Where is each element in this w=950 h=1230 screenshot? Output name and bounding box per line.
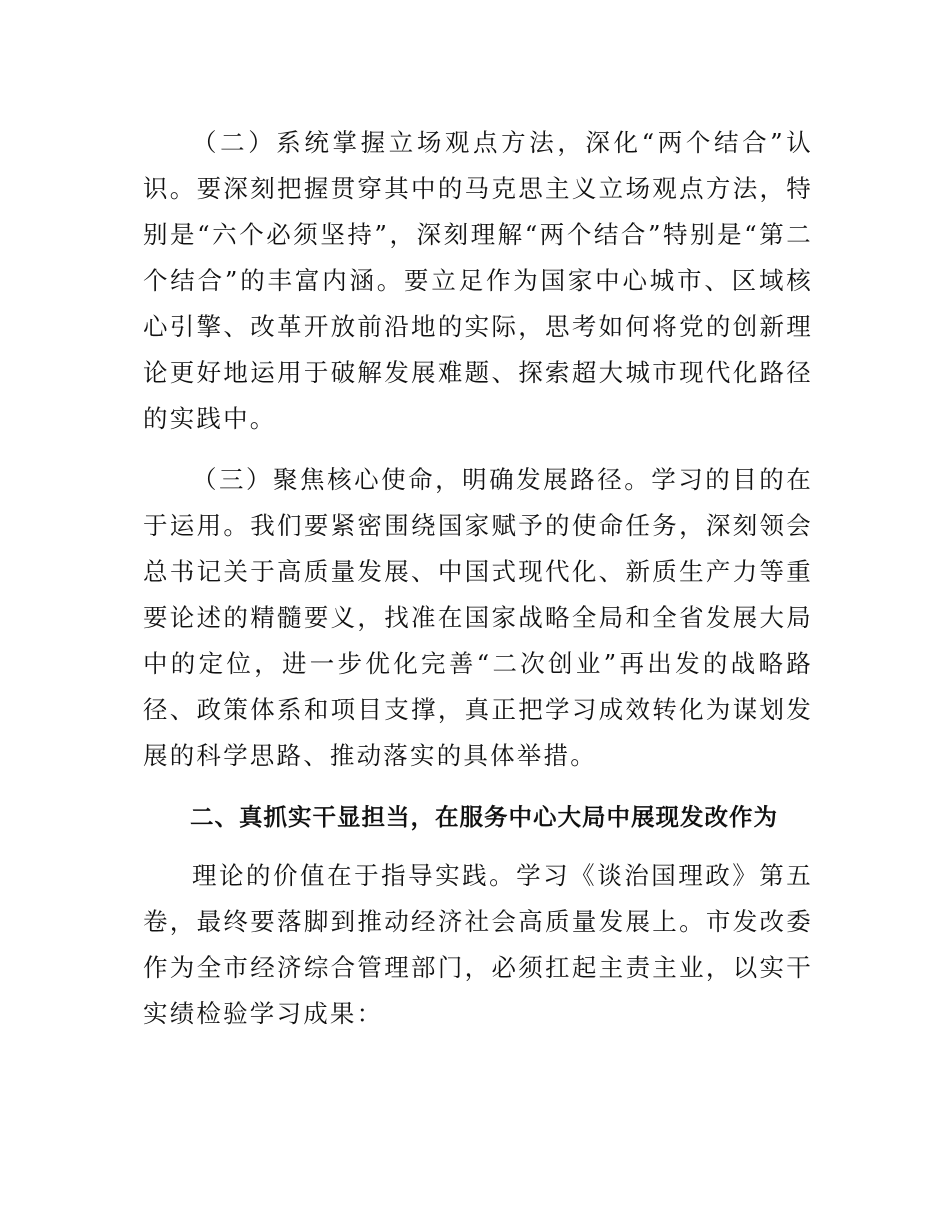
section-heading: 二、真抓实干显担当，在服务中心大局中展现发改作为 bbox=[190, 803, 778, 831]
closing-paragraph: 理论的价值在于指导实践。学习《谈治国理政》第五卷，最终要落脚到推动经济社会高质量发展上。市发改委作为全市经济综合管理部门，必须扛起主责主业，以实干实绩检验学习成果： bbox=[143, 861, 813, 1028]
paragraph-three: （三）聚焦核心使命，明确发展路径。学习的目的在于运用。我们要紧密围绕国家赋予的使命任务，深刻领会总书记关于高质量发展、中国式现代化、新质生产力等重要论述的精髓要义，找准在国家战略全局和全省发展大局中的定位，进一步优化完善“二次创业”再出发的战略路径、政策体系和项目支撑，真正把学习成效转化为谋划发展的科学思路、推动落实的具体举措。 bbox=[143, 465, 813, 770]
document-body bbox=[143, 120, 813, 1052]
paragraph-two: （二）系统掌握立场观点方法，深化“两个结合”认识。要深刻把握贯穿其中的马克思主义立场观点方法，特别是“六个必须坚持”，深刻理解“两个结合”特别是“第二个结合”的丰富内涵。要立足作为国家中心城市、区域核心引擎、改革开放前沿地的实际，思考如何将党的创新理论更好地运用于破解发展难题、探索超大城市现代化路径的实践中。 bbox=[143, 128, 813, 433]
